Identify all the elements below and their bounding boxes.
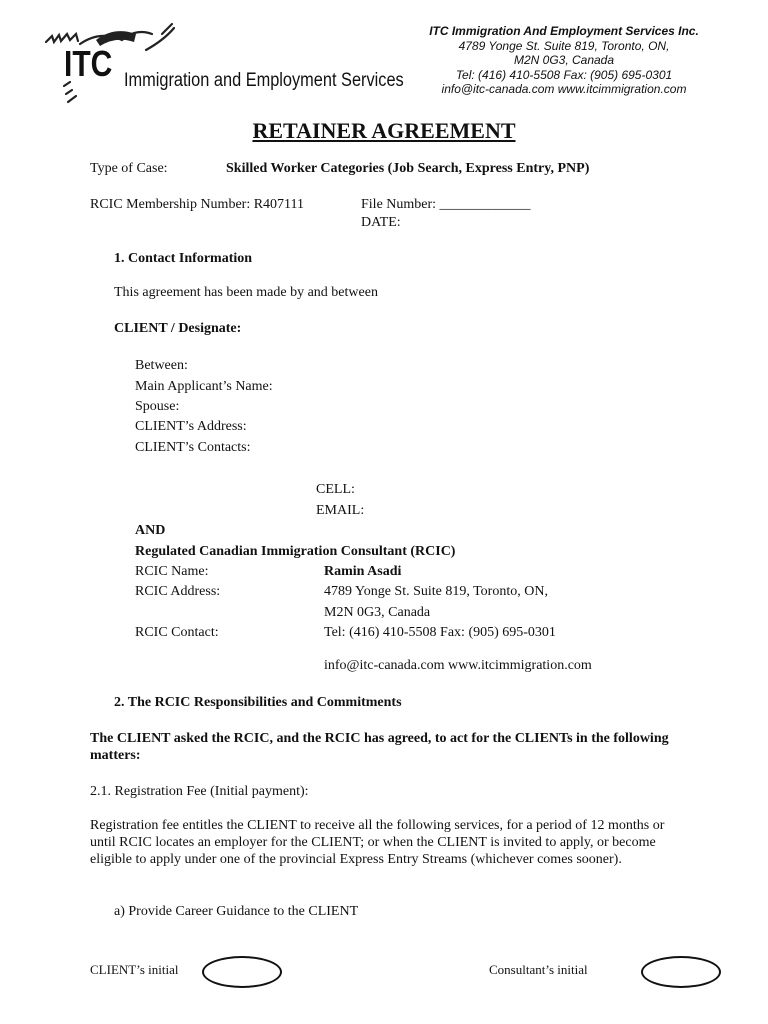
rcic-name: Ramin Asadi	[324, 564, 402, 579]
field-client-address: CLIENT’s Address:	[135, 419, 247, 434]
service-item-a: a) Provide Career Guidance to the CLIENT	[114, 904, 359, 919]
rcic-name-label: RCIC Name:	[135, 564, 209, 579]
document-title: RETAINER AGREEMENT	[252, 118, 516, 143]
field-spouse: Spouse:	[135, 399, 180, 414]
case-type-label: Type of Case:	[90, 161, 168, 176]
rcic-address-line2: M2N 0G3, Canada	[324, 605, 431, 620]
rcic-heading: Regulated Canadian Immigration Consultant (RCIC)	[135, 544, 456, 559]
consultant-initial-oval[interactable]	[641, 956, 721, 988]
rcic-address-label: RCIC Address:	[135, 584, 221, 599]
case-type-value: Skilled Worker Categories (Job Search, Express Entry, PNP)	[226, 161, 590, 176]
section2-heading: 2. The RCIC Responsibilities and Commitments	[114, 695, 402, 710]
field-between: Between:	[135, 358, 188, 373]
header-phone: Tel: (416) 410-5508 Fax: (905) 695-0301	[455, 68, 673, 82]
field-main-applicant: Main Applicant’s Name:	[135, 379, 273, 394]
header-company: ITC Immigration And Employment Services Inc.	[429, 24, 699, 38]
rcic-contact-label: RCIC Contact:	[135, 625, 219, 640]
section1-intro: This agreement has been made by and between	[114, 285, 378, 300]
client-initial-oval[interactable]	[202, 956, 282, 988]
field-client-contacts: CLIENT’s Contacts:	[135, 440, 251, 455]
registration-fee-paragraph: Registration fee entitles the CLIENT to receive all the following services, for a period of 12 months or until RCIC locates an employer for the CLIENT; or when the CLIENT is invited to apply, or become eligible to apply under one of the provincial Express Entry Streams (whichever comes sooner).	[90, 818, 665, 867]
client-heading: CLIENT / Designate:	[114, 321, 242, 336]
logo-abbreviation: ITC	[64, 44, 113, 85]
rcic-contact-phone: Tel: (416) 410-5508 Fax: (905) 695-0301	[324, 625, 556, 640]
section2-intro: The CLIENT asked the RCIC, and the RCIC has agreed, to act for the CLIENTs in the following matters:	[90, 731, 669, 763]
consultant-initial-label: Consultant’s initial	[489, 962, 588, 977]
file-number: File Number: _____________	[361, 197, 531, 212]
client-initial-label: CLIENT’s initial	[90, 962, 179, 977]
section1-heading: 1. Contact Information	[114, 251, 253, 266]
header-address-line2: M2N 0G3, Canada	[513, 53, 615, 67]
field-email: EMAIL:	[316, 503, 365, 518]
rcic-contact-web: info@itc-canada.com www.itcimmigration.com	[324, 658, 592, 673]
logo-name: Immigration and Employment Services	[124, 70, 404, 91]
and-label: AND	[135, 523, 166, 538]
header-web: info@itc-canada.com www.itcimmigration.com	[441, 82, 687, 96]
header-address-line1: 4789 Yonge St. Suite 819, Toronto, ON,	[458, 39, 670, 53]
date-label: DATE:	[361, 215, 401, 230]
company-logo	[40, 20, 404, 110]
rcic-address-line1: 4789 Yonge St. Suite 819, Toronto, ON,	[324, 584, 548, 599]
field-cell: CELL:	[316, 482, 355, 497]
registration-fee-heading: 2.1. Registration Fee (Initial payment):	[90, 784, 309, 799]
rcic-membership-number: RCIC Membership Number: R407111	[90, 197, 305, 212]
